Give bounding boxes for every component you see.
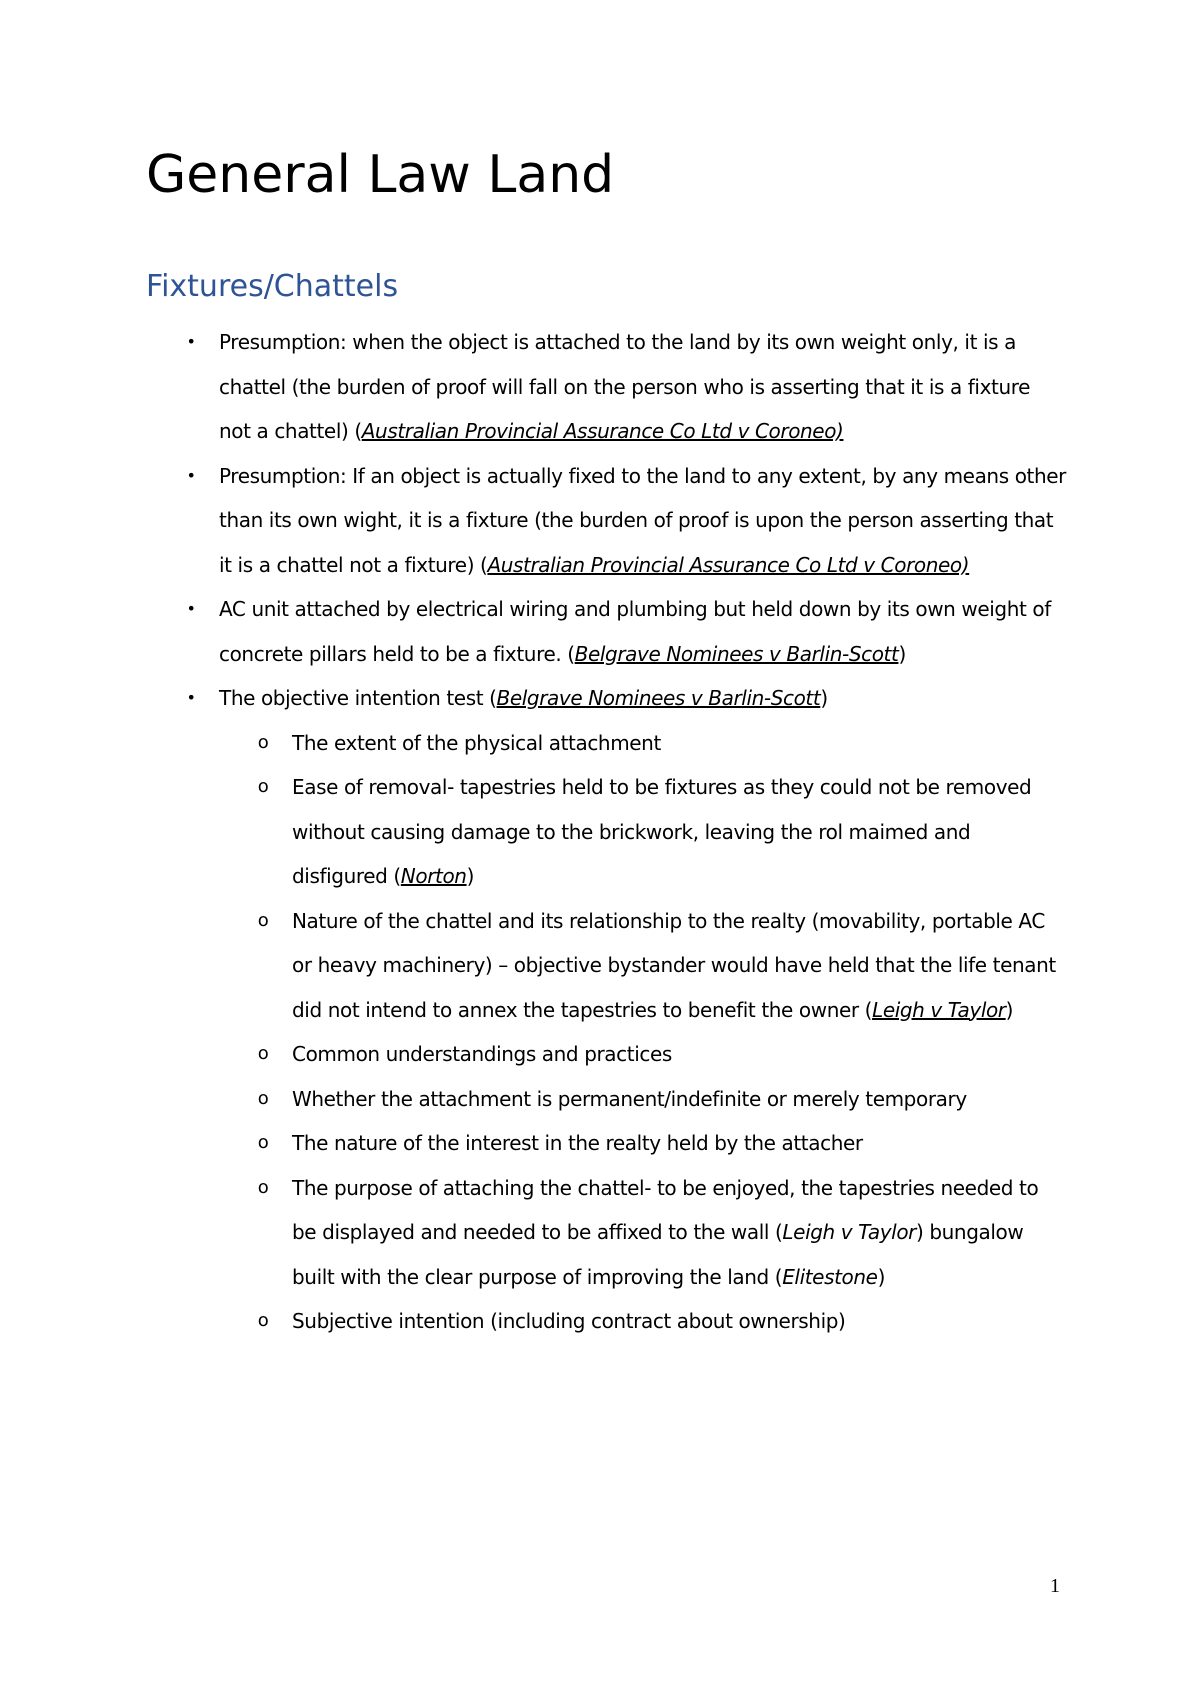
list-item-text: Presumption: If an object is actually fixed to the land to any extent, by any means other than its own wight, it is a fixture (the burden of proof is upon the person asserting that it is a chattel not a fixture) ( <box>219 463 1066 577</box>
sub-bullet-list <box>146 721 1066 1344</box>
sub-list-item <box>146 1121 1066 1166</box>
sub-list-item-text: The extent of the physical attachment <box>292 730 661 755</box>
bullet-icon: • <box>186 465 196 485</box>
circle-bullet-icon: o <box>257 909 269 931</box>
sub-list-item <box>146 765 1066 899</box>
sub-list-item <box>146 1166 1066 1300</box>
section-heading: Fixtures/Chattels <box>146 269 399 304</box>
sub-list-item-text: Subjective intention (including contract about ownership) <box>292 1309 846 1333</box>
list-item-text: The objective intention test ( <box>219 686 497 710</box>
case-citation: Elitestone <box>782 1264 878 1289</box>
document-title: General Law Land <box>146 145 615 205</box>
list-item <box>146 587 1066 676</box>
bullet-icon: • <box>186 332 196 351</box>
circle-bullet-icon: o <box>257 1132 269 1153</box>
sub-list-item-text: Whether the attachment is permanent/indefinite or merely temporary <box>292 1086 967 1111</box>
bullet-icon: • <box>186 688 196 707</box>
sub-list-item <box>146 899 1066 1033</box>
list-item <box>146 454 1066 588</box>
sub-list-item-text-end: ) <box>466 864 474 888</box>
list-item-text: AC unit attached by electrical wiring and plumbing but held down by its own weight of concrete pillars held to be a fixture. ( <box>219 597 1051 666</box>
bullet-icon: • <box>186 599 196 618</box>
case-citation: Norton <box>400 864 467 888</box>
sub-list-item-text: The purpose of attaching the chattel- to be enjoyed, the tapestries needed to be displayed and needed to be affixed to the wall ( <box>292 1175 1039 1244</box>
bullet-list <box>146 320 1066 721</box>
case-citation: Australian Provincial Assurance Co Ltd v Coroneo) <box>361 419 844 443</box>
sub-list-item-text: Nature of the chattel and its relationship to the realty (movability, portable AC or heavy machinery) – objective bystander would have held that the life tenant did not intend to annex the tapestries to benefit the owner ( <box>292 908 1056 1022</box>
list-item-text-end: ) <box>898 641 906 666</box>
sub-list-item <box>146 1299 1066 1344</box>
list-item <box>146 320 1066 454</box>
page-number: 1 <box>1050 1575 1060 1597</box>
sub-list-item-text-end: ) <box>1005 997 1014 1022</box>
case-citation: Leigh v Taylor <box>872 997 1006 1022</box>
circle-bullet-icon: o <box>257 1176 269 1198</box>
list-item-text: Presumption: when the object is attached to the land by its own weight only, it is a chattel (the burden of proof will fall on the person who is asserting that it is a fixture not a chattel) ( <box>219 330 1031 443</box>
case-citation: Belgrave Nominees v Barlin-Scott <box>496 686 821 710</box>
circle-bullet-icon: o <box>257 1043 269 1064</box>
sub-list-item-text: Common understandings and practices <box>292 1042 672 1066</box>
sub-list-item <box>146 1032 1066 1077</box>
circle-bullet-icon: o <box>257 1310 269 1331</box>
circle-bullet-icon: o <box>257 731 269 753</box>
list-item-text-end: ) <box>820 686 828 710</box>
sub-list-item-text-mid: ) bungalow built with the clear purpose of improving the land ( <box>292 1220 1024 1289</box>
sub-list-item <box>146 1077 1066 1122</box>
circle-bullet-icon: o <box>257 1087 269 1109</box>
case-citation: Belgrave Nominees v Barlin-Scott <box>574 641 899 666</box>
circle-bullet-icon: o <box>257 776 269 797</box>
list-item <box>146 676 1066 721</box>
case-citation: Australian Provincial Assurance Co Ltd v Coroneo) <box>487 552 970 577</box>
sub-list-item <box>146 721 1066 766</box>
sub-list-item-text: Ease of removal- tapestries held to be fixtures as they could not be removed without causing damage to the brickwork, leaving the rol maimed and disfigured ( <box>292 775 1032 888</box>
case-citation: Leigh v Taylor <box>782 1220 916 1244</box>
sub-list-item-text: The nature of the interest in the realty held by the attacher <box>292 1131 863 1155</box>
sub-list-item-text-end: ) <box>877 1264 885 1289</box>
notes-content <box>146 320 1066 1344</box>
